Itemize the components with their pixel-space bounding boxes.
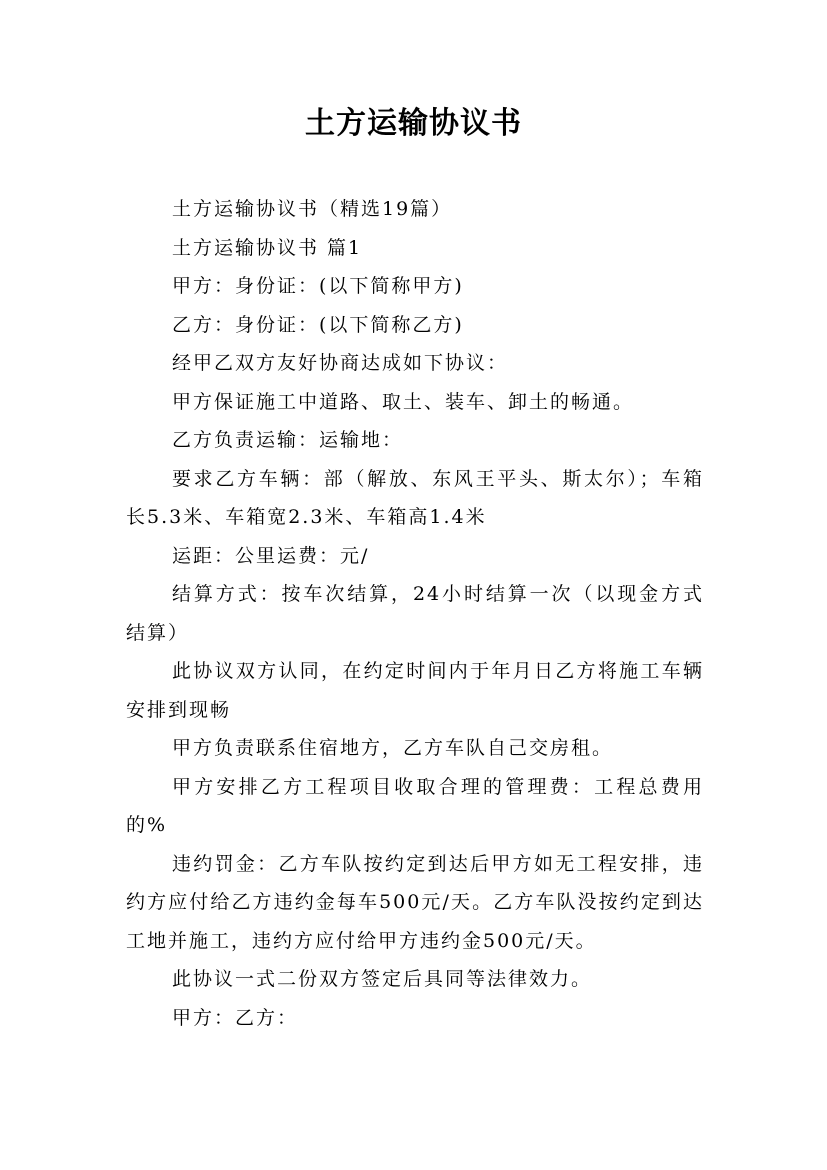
paragraph-settlement-method: 结算方式：按车次结算，24小时结算一次（以现金方式结算） [126,583,704,644]
paragraph-collection-title: 土方运输协议书（精选19篇） [172,198,453,220]
paragraph-agreement-intro: 经甲乙双方友好协商达成如下协议： [172,352,509,374]
paragraph-party-b: 乙方：身份证：(以下简称乙方) [172,313,464,336]
paragraph-distance-fee: 运距：公里运费：元/ [172,544,370,567]
paragraph-schedule: 此协议双方认同，在约定时间内于年月日乙方将施工车辆安排到现畅 [126,660,704,721]
paragraph-management-fee: 甲方安排乙方工程项目收取合理的管理费：工程总费用的% [126,775,704,836]
paragraph-accommodation: 甲方负责联系住宿地方，乙方车队自己交房租。 [172,737,614,759]
paragraph-road-guarantee: 甲方保证施工中道路、取土、装车、卸土的畅通。 [172,390,635,413]
paragraph-legal-effect: 此协议一式二份双方签定后具同等法律效力。 [172,968,593,990]
document-body [126,190,704,1037]
paragraph-section-heading: 土方运输协议书 篇1 [172,236,363,259]
paragraph-signatures: 甲方：乙方： [172,1006,299,1029]
paragraph-penalty: 违约罚金：乙方车队按约定到达后甲方如无工程安排，违约方应付给乙方违约金每车500元/天。乙方车队没按约定到达工地并施工，违约方应付给甲方违约金500元/天。 [126,852,704,952]
document-title: 土方运输协议书 [305,106,522,141]
paragraph-party-a: 甲方：身份证：(以下简称甲方) [172,275,464,297]
paragraph-vehicle-requirements: 要求乙方车辆：部（解放、东风王平头、斯太尔）；车箱长5.3米、车箱宽2.3米、车箱高1.4米 [126,467,704,528]
paragraph-transport-responsibility: 乙方负责运输：运输地： [172,429,404,451]
